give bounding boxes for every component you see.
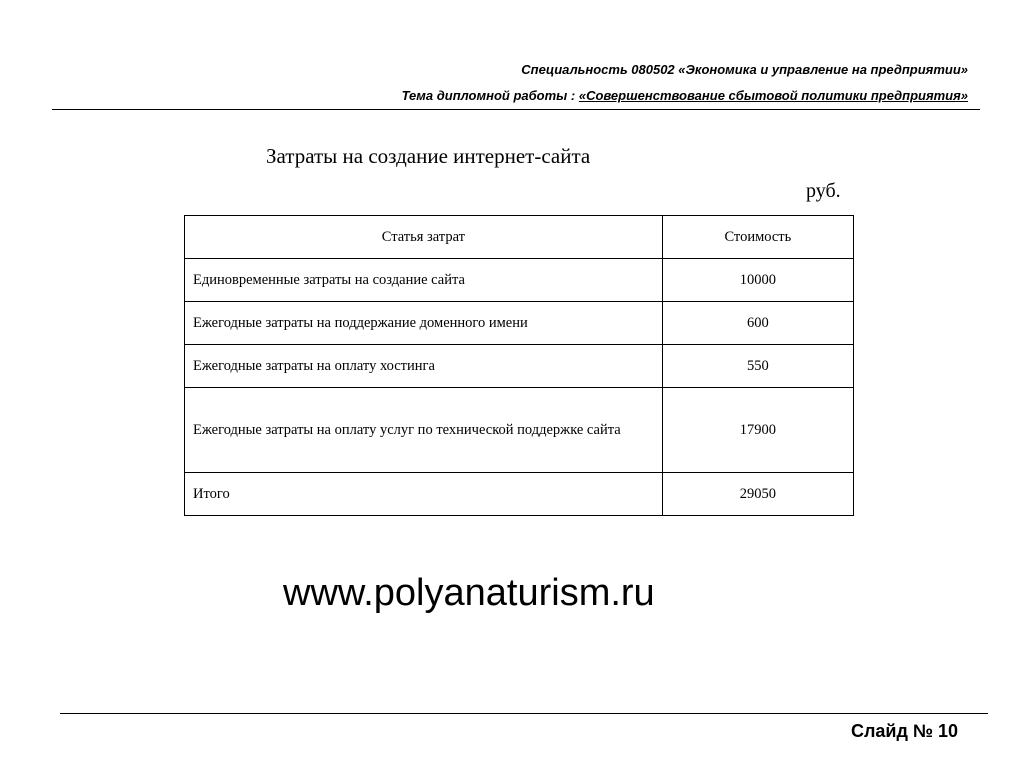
- thesis-topic-header: [402, 88, 968, 103]
- table-header-row: [185, 216, 854, 259]
- page-title: Затраты на создание интернет-сайта: [266, 144, 591, 168]
- currency-unit-label: руб.: [806, 180, 841, 202]
- cost-item-cell: Ежегодные затраты на оплату хостинга: [185, 345, 663, 388]
- table-row: [185, 302, 854, 345]
- cost-item-cell: Ежегодные затраты на оплату услуг по технической поддержке сайта: [185, 388, 663, 473]
- column-header-cost: Стоимость: [662, 216, 853, 259]
- table-total-row: [185, 473, 854, 516]
- table-row: [185, 259, 854, 302]
- header-divider: [52, 109, 980, 110]
- cost-value-cell: 600: [662, 302, 853, 345]
- table-row: [185, 345, 854, 388]
- cost-value-cell: 550: [662, 345, 853, 388]
- cost-item-cell: Ежегодные затраты на поддержание доменного имени: [185, 302, 663, 345]
- website-url: www.polyanaturism.ru: [283, 572, 655, 614]
- thesis-prefix: Тема дипломной работы :: [401, 88, 579, 103]
- total-value-cell: 29050: [662, 473, 853, 516]
- cost-value-cell: 17900: [662, 388, 853, 473]
- column-header-item: Статья затрат: [185, 216, 663, 259]
- table-row: [185, 388, 854, 473]
- thesis-topic: «Совершенствование сбытовой политики предприятия»: [578, 88, 968, 103]
- cost-table: [184, 215, 854, 516]
- specialty-header: Специальность 080502 «Экономика и управление на предприятии»: [521, 62, 968, 77]
- total-label-cell: Итого: [185, 473, 663, 516]
- slide-number: Слайд № 10: [850, 721, 958, 741]
- cost-item-cell: Единовременные затраты на создание сайта: [185, 259, 663, 302]
- cost-value-cell: 10000: [662, 259, 853, 302]
- footer-divider: [60, 713, 988, 714]
